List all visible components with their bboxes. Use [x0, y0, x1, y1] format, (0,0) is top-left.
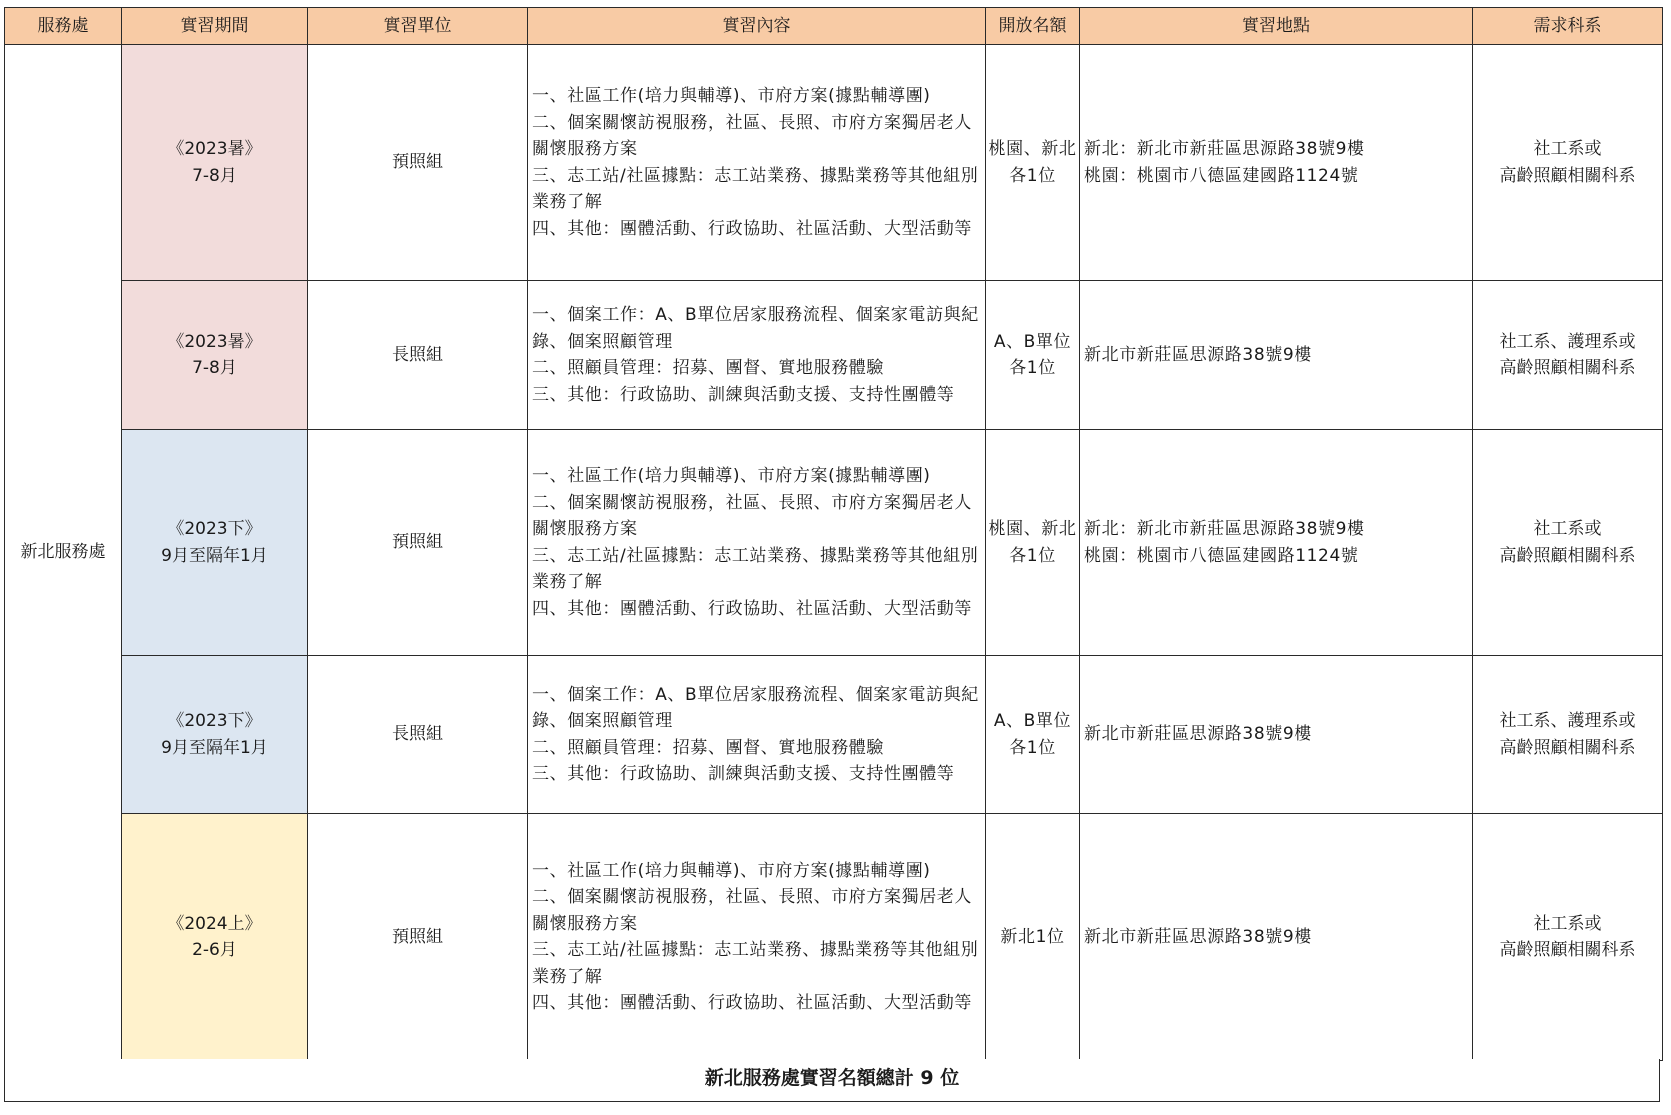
header-content: 實習內容	[528, 8, 986, 45]
quota-cell: 新北1位	[986, 814, 1080, 1061]
unit-cell: 預照組	[308, 814, 528, 1061]
location-cell: 新北市新莊區思源路38號9樓	[1080, 814, 1473, 1061]
location-cell: 新北：新北市新莊區思源路38號9樓 桃園：桃園市八德區建國路1124號	[1080, 45, 1473, 281]
period-cell	[122, 45, 308, 281]
period-term: 《2023暑》	[167, 139, 262, 159]
period-cell	[122, 656, 308, 814]
location-cell: 新北：新北市新莊區思源路38號9樓 桃園：桃園市八德區建國路1124號	[1080, 430, 1473, 656]
period-months: 9月至隔年1月	[161, 545, 268, 566]
header-quota: 開放名額	[986, 8, 1080, 45]
header-period: 實習期間	[122, 8, 308, 45]
table-row	[5, 430, 1663, 656]
header-location: 實習地點	[1080, 8, 1473, 45]
unit-cell: 長照組	[308, 656, 528, 814]
period-cell	[122, 430, 308, 656]
table-row	[5, 45, 1663, 281]
period-cell	[122, 281, 308, 430]
dept-cell: 社工系或 高齡照顧相關科系	[1473, 430, 1663, 656]
table-row	[5, 656, 1663, 814]
content-cell: 一、社區工作(培力與輔導)、市府方案(據點輔導團) 二、個案關懷訪視服務，社區、長照、市府方案獨居老人關懷服務方案 三、志工站/社區據點：志工站業務、據點業務等其他組別業務了解 四、其他：團體活動、行政協助、社區活動、大型活動等	[528, 45, 986, 281]
table-row	[5, 281, 1663, 430]
header-dept: 需求科系	[1473, 8, 1663, 45]
dept-cell: 社工系、護理系或 高齡照顧相關科系	[1473, 656, 1663, 814]
period-cell	[122, 814, 308, 1061]
content-cell: 一、社區工作(培力與輔導)、市府方案(據點輔導團) 二、個案關懷訪視服務，社區、長照、市府方案獨居老人關懷服務方案 三、志工站/社區據點：志工站業務、據點業務等其他組別業務了解 四、其他：團體活動、行政協助、社區活動、大型活動等	[528, 814, 986, 1061]
quota-cell: A、B單位各1位	[986, 656, 1080, 814]
period-term: 《2023下》	[167, 711, 262, 731]
dept-cell: 社工系或 高齡照顧相關科系	[1473, 45, 1663, 281]
header-unit: 實習單位	[308, 8, 528, 45]
period-term: 《2024上》	[167, 913, 262, 934]
location-cell: 新北市新莊區思源路38號9樓	[1080, 656, 1473, 814]
quota-cell: 桃園、新北各1位	[986, 430, 1080, 656]
period-months: 9月至隔年1月	[161, 737, 268, 758]
content-cell: 一、社區工作(培力與輔導)、市府方案(據點輔導團) 二、個案關懷訪視服務，社區、長照、市府方案獨居老人關懷服務方案 三、志工站/社區據點：志工站業務、據點業務等其他組別業務了解 四、其他：團體活動、行政協助、社區活動、大型活動等	[528, 430, 986, 656]
unit-cell: 長照組	[308, 281, 528, 430]
period-term: 《2023暑》	[167, 331, 262, 352]
period-months: 2-6月	[192, 940, 237, 960]
office-cell: 新北服務處	[5, 45, 122, 1061]
period-term: 《2023下》	[167, 519, 262, 539]
period-months: 7-8月	[192, 358, 237, 378]
content-cell: 一、個案工作：A、B單位居家服務流程、個案家電訪與紀錄、個案照顧管理 二、照顧員管理：招募、團督、實地服務體驗 三、其他：行政協助、訓練與活動支援、支持性團體等	[528, 281, 986, 430]
header-row	[5, 8, 1663, 45]
content-cell: 一、個案工作：A、B單位居家服務流程、個案家電訪與紀錄、個案照顧管理 二、照顧員管理：招募、團督、實地服務體驗 三、其他：行政協助、訓練與活動支援、支持性團體等	[528, 656, 986, 814]
location-cell: 新北市新莊區思源路38號9樓	[1080, 281, 1473, 430]
header-office: 服務處	[5, 8, 122, 45]
dept-cell: 社工系、護理系或 高齡照顧相關科系	[1473, 281, 1663, 430]
table-row	[5, 814, 1663, 1061]
quota-cell: 桃園、新北各1位	[986, 45, 1080, 281]
period-months: 7-8月	[192, 165, 237, 186]
quota-cell: A、B單位各1位	[986, 281, 1080, 430]
dept-cell: 社工系或 高齡照顧相關科系	[1473, 814, 1663, 1061]
unit-cell: 預照組	[308, 430, 528, 656]
internship-table	[4, 7, 1663, 1061]
total-summary: 新北服務處實習名額總計 9 位	[4, 1059, 1660, 1102]
unit-cell: 預照組	[308, 45, 528, 281]
